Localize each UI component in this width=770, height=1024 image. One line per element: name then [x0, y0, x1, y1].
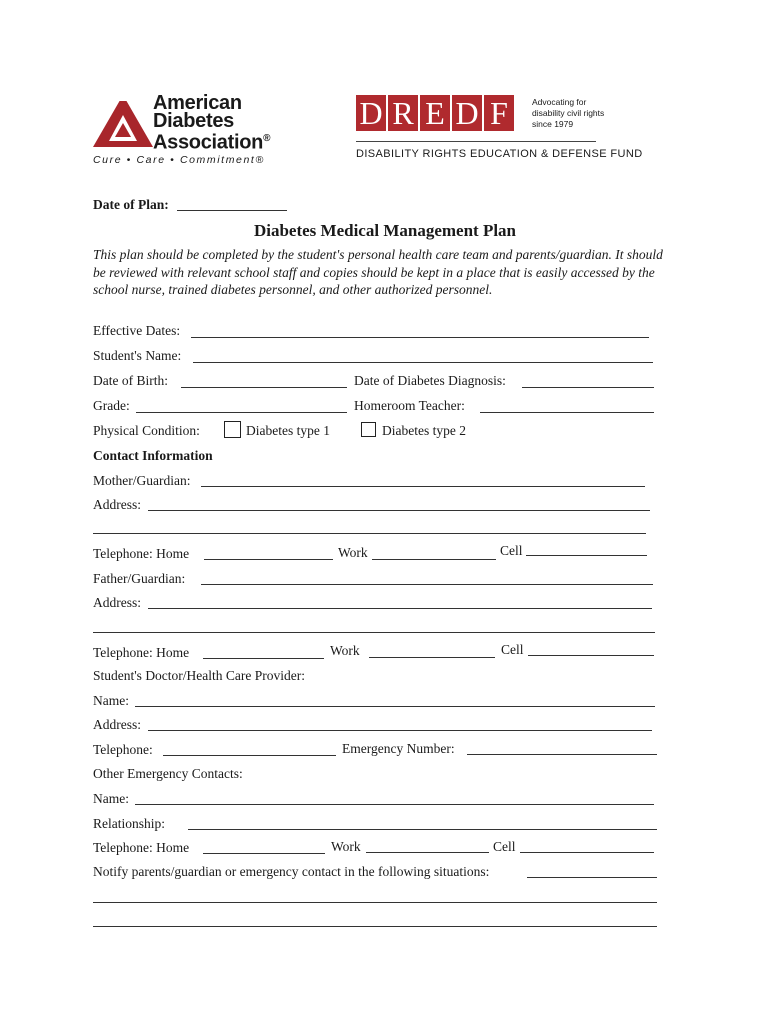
- relationship-label: Relationship:: [93, 816, 165, 831]
- effective-dates-label: Effective Dates:: [93, 323, 181, 338]
- date-of-plan-label: Date of Plan:: [93, 197, 169, 212]
- diabetes-type2-checkbox[interactable]: [361, 422, 376, 437]
- date-of-diagnosis-label: Date of Diabetes Diagnosis:: [354, 373, 506, 388]
- father-guardian-field[interactable]: [201, 584, 653, 585]
- dredf-letter-f: F: [484, 95, 514, 131]
- mother-guardian-field[interactable]: [201, 486, 645, 487]
- ada-name-line3-text: Association: [153, 131, 264, 154]
- date-of-plan-field[interactable]: [177, 210, 287, 211]
- dredf-divider: [356, 141, 596, 142]
- date-of-diagnosis-field[interactable]: [522, 387, 654, 388]
- date-of-birth-label: Date of Birth:: [93, 373, 168, 388]
- ada-name-line2: Diabetes: [153, 110, 234, 132]
- father-address-field-2[interactable]: [93, 632, 655, 633]
- diabetes-type1-label: Diabetes type 1: [246, 423, 330, 438]
- emergency-name-label: Name:: [93, 791, 129, 806]
- emergency-work-field[interactable]: [366, 852, 489, 853]
- emergency-number-label: Emergency Number:: [342, 741, 455, 756]
- father-cell-field[interactable]: [528, 655, 654, 656]
- father-work-label: Work: [330, 643, 360, 658]
- ada-name-line1: American: [153, 92, 242, 114]
- notify-situations-field[interactable]: [527, 877, 657, 878]
- mother-telephone-home-field[interactable]: [204, 559, 333, 560]
- dredf-tagline: [532, 97, 604, 130]
- relationship-field[interactable]: [188, 829, 657, 830]
- intro-paragraph: This plan should be completed by the student's personal health care team and parents/guardian. It should be reviewed with relevant school staff and copies should be kept in a place that is easily accessed by the school nurse, trained diabetes personnel, and other authorized personnel.: [93, 247, 663, 297]
- doctor-name-label: Name:: [93, 693, 129, 708]
- mother-work-label: Work: [338, 545, 368, 560]
- emergency-number-field[interactable]: [467, 754, 657, 755]
- doctor-address-label: Address:: [93, 717, 141, 732]
- emergency-work-label: Work: [331, 839, 361, 854]
- father-address-label: Address:: [93, 595, 141, 610]
- father-guardian-label: Father/Guardian:: [93, 571, 186, 586]
- emergency-cell-label: Cell: [493, 839, 516, 854]
- father-telephone-home-label: Telephone: Home: [93, 645, 190, 660]
- doctor-telephone-label: Telephone:: [93, 742, 153, 757]
- date-of-birth-field[interactable]: [181, 387, 347, 388]
- father-work-field[interactable]: [369, 657, 495, 658]
- dredf-tagline-2: disability civil rights: [532, 108, 605, 118]
- dredf-letter-d2: D: [452, 95, 482, 131]
- emergency-telephone-home-field[interactable]: [203, 853, 325, 854]
- students-name-label: Student's Name:: [93, 348, 182, 363]
- ada-triangle-icon: [93, 95, 153, 147]
- emergency-name-field[interactable]: [135, 804, 654, 805]
- ada-registered-mark: ®: [263, 133, 271, 144]
- ada-tagline: Cure • Care • Commitment®: [93, 154, 265, 166]
- page-title: Diabetes Medical Management Plan: [253, 221, 517, 240]
- mother-cell-field[interactable]: [526, 555, 647, 556]
- dredf-letter-d1: D: [356, 95, 386, 131]
- notify-situations-label: Notify parents/guardian or emergency contact in the following situations:: [93, 864, 490, 879]
- doctor-provider-heading: Student's Doctor/Health Care Provider:: [93, 668, 306, 683]
- father-address-field[interactable]: [148, 608, 652, 609]
- diabetes-type2-label: Diabetes type 2: [382, 423, 466, 438]
- mother-cell-label: Cell: [500, 543, 523, 558]
- dredf-letter-r: R: [388, 95, 418, 131]
- other-emergency-contacts-heading: Other Emergency Contacts:: [93, 766, 243, 781]
- grade-field[interactable]: [136, 412, 347, 413]
- dredf-letters: [356, 95, 514, 131]
- grade-label: Grade:: [93, 398, 130, 413]
- dredf-full-name: DISABILITY RIGHTS EDUCATION & DEFENSE FUND: [356, 148, 643, 160]
- notify-situations-field-3[interactable]: [93, 926, 657, 927]
- dredf-tagline-3: since 1979: [532, 119, 574, 129]
- father-cell-label: Cell: [501, 642, 524, 657]
- homeroom-teacher-field[interactable]: [480, 412, 654, 413]
- emergency-telephone-home-label: Telephone: Home: [93, 840, 190, 855]
- ada-logo: [93, 93, 273, 173]
- effective-dates-field[interactable]: [191, 337, 649, 338]
- contact-information-heading: Contact Information: [93, 448, 213, 463]
- students-name-field[interactable]: [193, 362, 653, 363]
- doctor-address-field[interactable]: [148, 730, 652, 731]
- mother-address-field-2[interactable]: [93, 533, 646, 534]
- mother-address-field[interactable]: [148, 510, 650, 511]
- notify-situations-field-2[interactable]: [93, 902, 657, 903]
- father-telephone-home-field[interactable]: [203, 658, 324, 659]
- dredf-letter-e: E: [420, 95, 450, 131]
- physical-condition-label: Physical Condition:: [93, 423, 200, 438]
- dredf-tagline-1: Advocating for: [532, 97, 587, 107]
- dredf-logo: [356, 95, 643, 165]
- mother-guardian-label: Mother/Guardian:: [93, 473, 191, 488]
- homeroom-teacher-label: Homeroom Teacher:: [354, 398, 465, 413]
- ada-name-line3: [153, 129, 270, 153]
- mother-work-field[interactable]: [372, 559, 496, 560]
- diabetes-type1-checkbox[interactable]: [224, 421, 241, 438]
- doctor-name-field[interactable]: [135, 706, 655, 707]
- mother-address-label: Address:: [93, 497, 141, 512]
- mother-telephone-home-label: Telephone: Home: [93, 546, 190, 561]
- doctor-telephone-field[interactable]: [163, 755, 336, 756]
- emergency-cell-field[interactable]: [520, 852, 654, 853]
